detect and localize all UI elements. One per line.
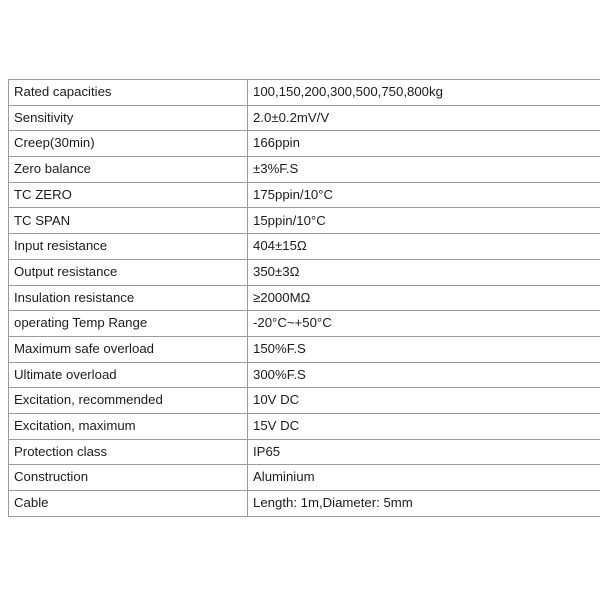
spec-parameter: Construction [9, 465, 248, 491]
table-row [9, 157, 600, 183]
spec-parameter: Excitation, recommended [9, 388, 248, 414]
spec-parameter: Rated capacities [9, 80, 248, 106]
table-row [9, 208, 600, 234]
spec-value: 350±3Ω [248, 259, 600, 285]
spec-value: 175ppin/10°C [248, 182, 600, 208]
spec-parameter: Ultimate overload [9, 362, 248, 388]
spec-parameter: Cable [9, 491, 248, 517]
spec-parameter: Creep(30min) [9, 131, 248, 157]
spec-value: 300%F.S [248, 362, 600, 388]
spec-parameter: Maximum safe overload [9, 336, 248, 362]
spec-value: 10V DC [248, 388, 600, 414]
spec-value: 15V DC [248, 413, 600, 439]
spec-value: ±3%F.S [248, 157, 600, 183]
table-row [9, 234, 600, 260]
table-row [9, 311, 600, 337]
spec-value: 166ppin [248, 131, 600, 157]
table-row [9, 285, 600, 311]
table-row [9, 80, 600, 106]
spec-parameter: Output resistance [9, 259, 248, 285]
spec-value: 15ppin/10°C [248, 208, 600, 234]
spec-parameter: Input resistance [9, 234, 248, 260]
spec-value: ≥2000MΩ [248, 285, 600, 311]
spec-value: IP65 [248, 439, 600, 465]
spec-parameter: Sensitivity [9, 105, 248, 131]
spec-value: Aluminium [248, 465, 600, 491]
table-row [9, 362, 600, 388]
table-row [9, 182, 600, 208]
spec-value: Length: 1m,Diameter: 5mm [248, 491, 600, 517]
table-row [9, 105, 600, 131]
table-row [9, 259, 600, 285]
spec-parameter: Zero balance [9, 157, 248, 183]
spec-value: 100,150,200,300,500,750,800kg [248, 80, 600, 106]
table-row [9, 388, 600, 414]
spec-parameter: TC ZERO [9, 182, 248, 208]
table-row [9, 439, 600, 465]
specification-table [8, 79, 600, 517]
table-body [9, 80, 600, 517]
table-row [9, 131, 600, 157]
spec-parameter: TC SPAN [9, 208, 248, 234]
spec-parameter: operating Temp Range [9, 311, 248, 337]
table-row [9, 336, 600, 362]
spec-parameter: Excitation, maximum [9, 413, 248, 439]
spec-parameter: Protection class [9, 439, 248, 465]
spec-parameter: Insulation resistance [9, 285, 248, 311]
spec-value: 150%F.S [248, 336, 600, 362]
spec-value: -20°C~+50°C [248, 311, 600, 337]
table-row [9, 491, 600, 517]
table-row [9, 413, 600, 439]
table-row [9, 465, 600, 491]
spec-value: 2.0±0.2mV/V [248, 105, 600, 131]
spec-value: 404±15Ω [248, 234, 600, 260]
